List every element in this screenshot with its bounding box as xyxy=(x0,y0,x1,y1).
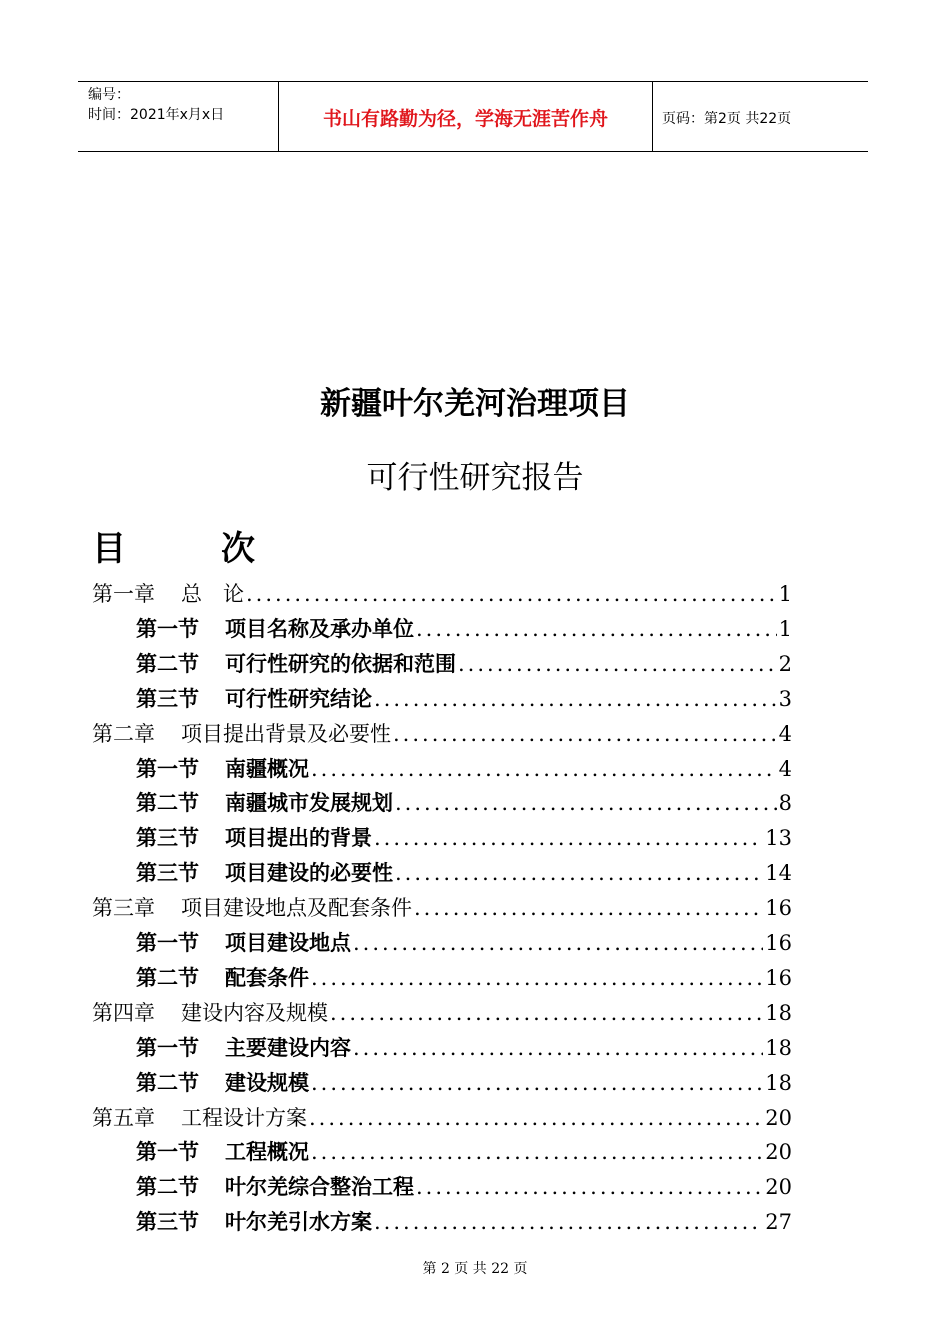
toc-entry-title: 项目建设地点及配套条件 xyxy=(181,896,412,921)
toc-section-entry[interactable] xyxy=(136,927,792,961)
toc-entry-title: 可行性研究的依据和范围 xyxy=(225,651,456,676)
toc-entry-page: 2 xyxy=(778,651,792,676)
toc-entry-title: 配套条件 xyxy=(225,965,309,990)
toc-entry-page: 18 xyxy=(765,1035,792,1060)
toc-entry-label: 第二节 xyxy=(136,791,199,816)
toc-entry-page: 13 xyxy=(765,826,792,851)
toc-chapter-entry[interactable] xyxy=(92,718,792,752)
document-date-label: 时间：2021年x月x日 xyxy=(88,107,225,123)
toc-entry-label: 第三章 xyxy=(92,896,155,921)
toc-chapter-entry[interactable] xyxy=(92,1102,792,1136)
toc-entry-label: 第一节 xyxy=(136,1035,199,1060)
toc-dot-leader xyxy=(395,861,763,885)
toc-entry-page: 20 xyxy=(765,1140,792,1165)
toc-entry-page: 27 xyxy=(765,1210,792,1235)
toc-entry-label: 第四章 xyxy=(92,1000,155,1025)
toc-section-entry[interactable] xyxy=(136,753,792,787)
toc-entry-page: 1 xyxy=(778,616,792,641)
toc-entry-title: 建设内容及规模 xyxy=(181,1000,328,1025)
toc-entry-label: 第二节 xyxy=(136,651,199,676)
toc-chapter-entry[interactable] xyxy=(92,892,792,926)
page-header xyxy=(78,81,868,152)
toc-entry-label: 第二节 xyxy=(136,965,199,990)
toc-dot-leader xyxy=(311,966,763,990)
toc-entry-title: 可行性研究结论 xyxy=(225,686,372,711)
toc-entry-label: 第二节 xyxy=(136,1070,199,1095)
toc-dot-leader xyxy=(330,1001,763,1025)
toc-section-entry[interactable] xyxy=(136,1206,792,1240)
toc-dot-leader xyxy=(311,757,777,781)
toc-dot-leader xyxy=(458,652,777,676)
toc-entry-page: 4 xyxy=(778,756,792,781)
toc-entry-page: 3 xyxy=(778,686,792,711)
toc-chapter-entry[interactable] xyxy=(92,997,792,1031)
toc-entry-title: 南疆城市发展规划 xyxy=(225,791,393,816)
toc-dot-leader xyxy=(374,1210,763,1234)
toc-heading-char-1: 目 xyxy=(92,529,126,569)
toc-dot-leader xyxy=(309,1106,763,1130)
toc-dot-leader xyxy=(395,791,777,815)
toc-entry-label: 第一节 xyxy=(136,1140,199,1165)
toc-entry-title: 项目提出的背景 xyxy=(225,826,372,851)
toc-entry-title: 叶尔羌综合整治工程 xyxy=(225,1175,414,1200)
toc-entry-label: 第二章 xyxy=(92,721,155,746)
document-subtitle: 可行性研究报告 xyxy=(366,460,584,496)
toc-section-entry[interactable] xyxy=(136,857,792,891)
toc-entry-title: 项目建设地点 xyxy=(225,931,351,955)
toc-section-entry[interactable] xyxy=(136,1032,792,1066)
toc-dot-leader xyxy=(311,1071,763,1095)
toc-dot-leader xyxy=(374,687,777,711)
toc-entry-page: 18 xyxy=(765,1000,792,1025)
toc-entry-title: 工程设计方案 xyxy=(181,1105,307,1130)
header-page-number: 页码：第2页 共22页 xyxy=(662,111,792,127)
toc-entry-label: 第一节 xyxy=(136,756,199,781)
document-number-label: 编号： xyxy=(88,87,130,103)
toc-entry-title: 项目名称及承办单位 xyxy=(225,616,414,641)
toc-entry-label: 第三节 xyxy=(136,1210,199,1235)
toc-entry-title: 总 论 xyxy=(181,582,244,606)
toc-chapter-entry[interactable] xyxy=(92,578,792,612)
toc-dot-leader xyxy=(416,1175,763,1199)
toc-entry-title: 主要建设内容 xyxy=(225,1035,351,1060)
toc-dot-leader xyxy=(414,896,763,920)
toc-entry-label: 第一节 xyxy=(136,931,199,955)
toc-entry-page: 4 xyxy=(778,721,792,746)
toc-entry-page: 16 xyxy=(765,896,792,921)
toc-section-entry[interactable] xyxy=(136,683,792,717)
toc-entry-label: 第二节 xyxy=(136,1175,199,1200)
header-motto-cell xyxy=(278,82,653,151)
toc-entry-title: 南疆概况 xyxy=(225,756,309,781)
header-page-cell xyxy=(652,82,868,151)
toc-section-entry[interactable] xyxy=(136,787,792,821)
toc-section-entry[interactable] xyxy=(136,613,792,647)
toc-entry-page: 20 xyxy=(765,1175,792,1200)
toc-entry-page: 16 xyxy=(765,965,792,990)
toc-entry-title: 工程概况 xyxy=(225,1140,309,1165)
toc-entry-label: 第五章 xyxy=(92,1105,155,1130)
toc-heading-char-2: 次 xyxy=(221,529,255,569)
toc-entry-page: 20 xyxy=(765,1105,792,1130)
header-meta-cell xyxy=(78,82,278,151)
toc-section-entry[interactable] xyxy=(136,1067,792,1101)
header-motto: 书山有路勤为径，学海无涯苦作舟 xyxy=(322,108,608,130)
toc-section-entry[interactable] xyxy=(136,822,792,856)
toc-entry-label: 第一节 xyxy=(136,616,199,641)
toc-dot-leader xyxy=(393,722,777,746)
document-title: 新疆叶尔羌河治理项目 xyxy=(320,386,630,422)
toc-section-entry[interactable] xyxy=(136,1171,792,1205)
toc-entry-page: 1 xyxy=(778,582,792,606)
toc-entry-label: 第三节 xyxy=(136,861,199,886)
toc-entry-page: 16 xyxy=(765,931,792,955)
toc-dot-leader xyxy=(353,931,763,955)
toc-entry-page: 8 xyxy=(778,791,792,816)
toc-entry-page: 18 xyxy=(765,1070,792,1095)
toc-entry-title: 建设规模 xyxy=(225,1070,309,1095)
toc-entry-label: 第一章 xyxy=(92,582,155,606)
toc-section-entry[interactable] xyxy=(136,1136,792,1170)
toc-dot-leader xyxy=(246,582,777,606)
toc-entry-page: 14 xyxy=(765,861,792,886)
toc-entry-title: 项目建设的必要性 xyxy=(225,861,393,886)
toc-dot-leader xyxy=(374,826,763,850)
page-footer: 第 2 页 共 22 页 xyxy=(422,1261,528,1277)
toc-section-entry[interactable] xyxy=(136,648,792,682)
toc-dot-leader xyxy=(311,1140,763,1164)
toc-entry-title: 叶尔羌引水方案 xyxy=(225,1210,372,1235)
toc-entry-label: 第三节 xyxy=(136,826,199,851)
toc-dot-leader xyxy=(353,1036,763,1060)
toc-heading xyxy=(92,521,255,570)
toc-dot-leader xyxy=(416,617,777,641)
toc-entry-title: 项目提出背景及必要性 xyxy=(181,721,391,746)
toc-section-entry[interactable] xyxy=(136,962,792,996)
toc-entry-label: 第三节 xyxy=(136,686,199,711)
